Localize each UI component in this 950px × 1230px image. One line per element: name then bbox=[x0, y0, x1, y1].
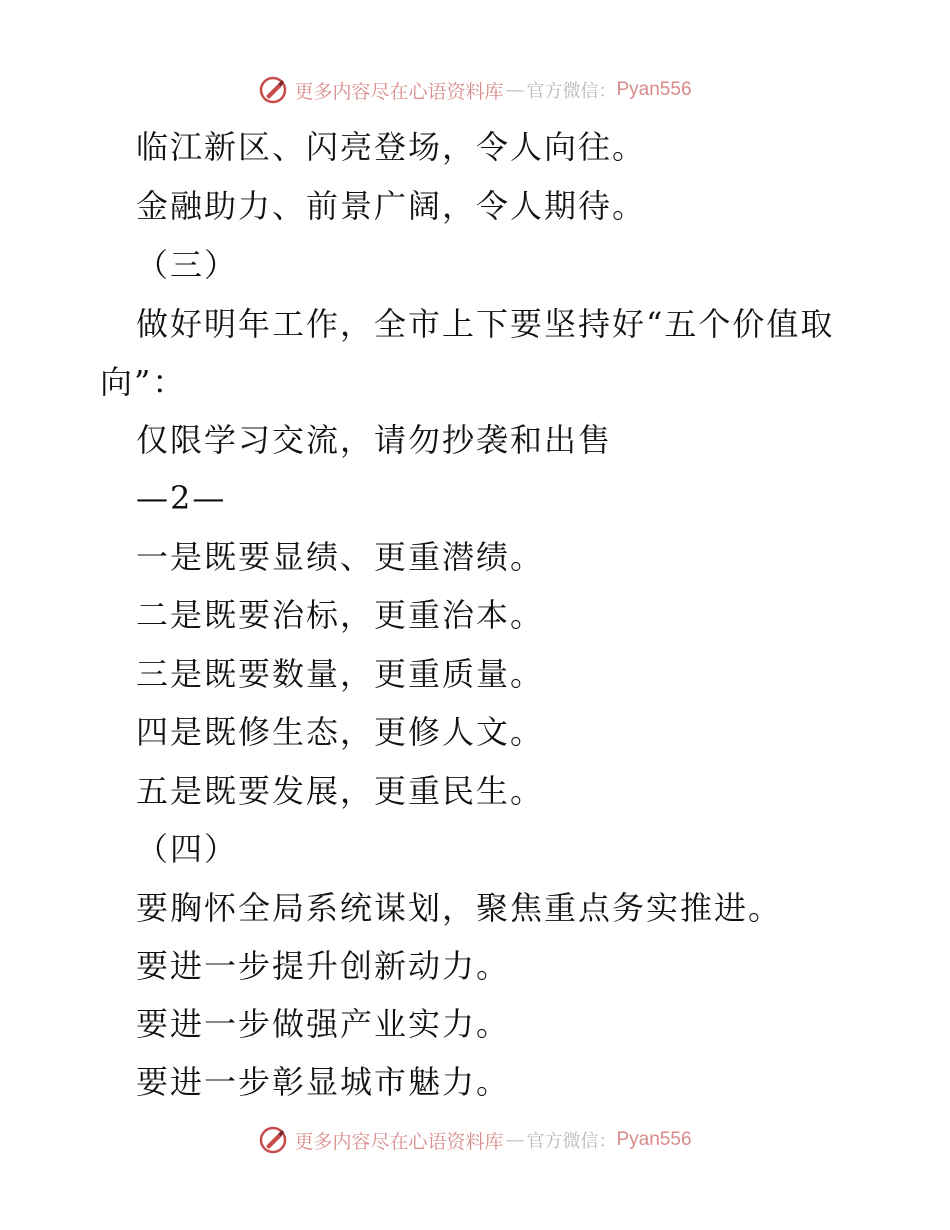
header-watermark bbox=[0, 70, 950, 110]
watermark-wechat-label: 官方微信： bbox=[526, 1131, 617, 1152]
text-line: 要进一步提升创新动力。 bbox=[136, 947, 511, 985]
pen-logo-icon bbox=[258, 75, 288, 105]
text-line: 二是既要治标，更重治本。 bbox=[136, 596, 545, 634]
pen-logo-icon bbox=[258, 1125, 288, 1155]
text-line-continuation: 向”： bbox=[100, 363, 187, 401]
section-heading: （三） bbox=[136, 246, 239, 284]
text-line: 三是既要数量，更重质量。 bbox=[136, 655, 545, 693]
watermark-wechat-id: Pyan556 bbox=[616, 79, 692, 100]
notice-line: 仅限学习交流，请勿抄袭和出售 bbox=[136, 421, 613, 459]
page-number: —2— bbox=[136, 479, 227, 517]
text-line: 五是既要发展，更重民生。 bbox=[136, 772, 545, 810]
footer-watermark bbox=[0, 1120, 950, 1160]
text-line: 一是既要显绩、更重潜绩。 bbox=[136, 538, 545, 576]
section-heading: （四） bbox=[136, 830, 239, 868]
text-line: 要进一步做强产业实力。 bbox=[136, 1005, 511, 1043]
watermark-wechat-id: Pyan556 bbox=[616, 1129, 692, 1150]
watermark-separator: — bbox=[505, 79, 525, 101]
watermark-wechat-label: 官方微信： bbox=[526, 81, 617, 102]
watermark-separator: — bbox=[505, 1129, 525, 1151]
text-line: 金融助力、前景广阔，令人期待。 bbox=[136, 187, 647, 225]
watermark-main-text: 更多内容尽在心语资料库 bbox=[294, 80, 504, 103]
text-line: 要胸怀全局系统谋划，聚焦重点务实推进。 bbox=[136, 889, 783, 927]
text-line: 做好明年工作，全市上下要坚持好“五个价值取 bbox=[136, 305, 835, 343]
watermark-main-text: 更多内容尽在心语资料库 bbox=[294, 1130, 504, 1153]
text-line: 要进一步彰显城市魅力。 bbox=[136, 1063, 511, 1101]
text-line: 临江新区、闪亮登场，令人向往。 bbox=[136, 128, 647, 166]
text-line: 四是既修生态，更修人文。 bbox=[136, 713, 545, 751]
